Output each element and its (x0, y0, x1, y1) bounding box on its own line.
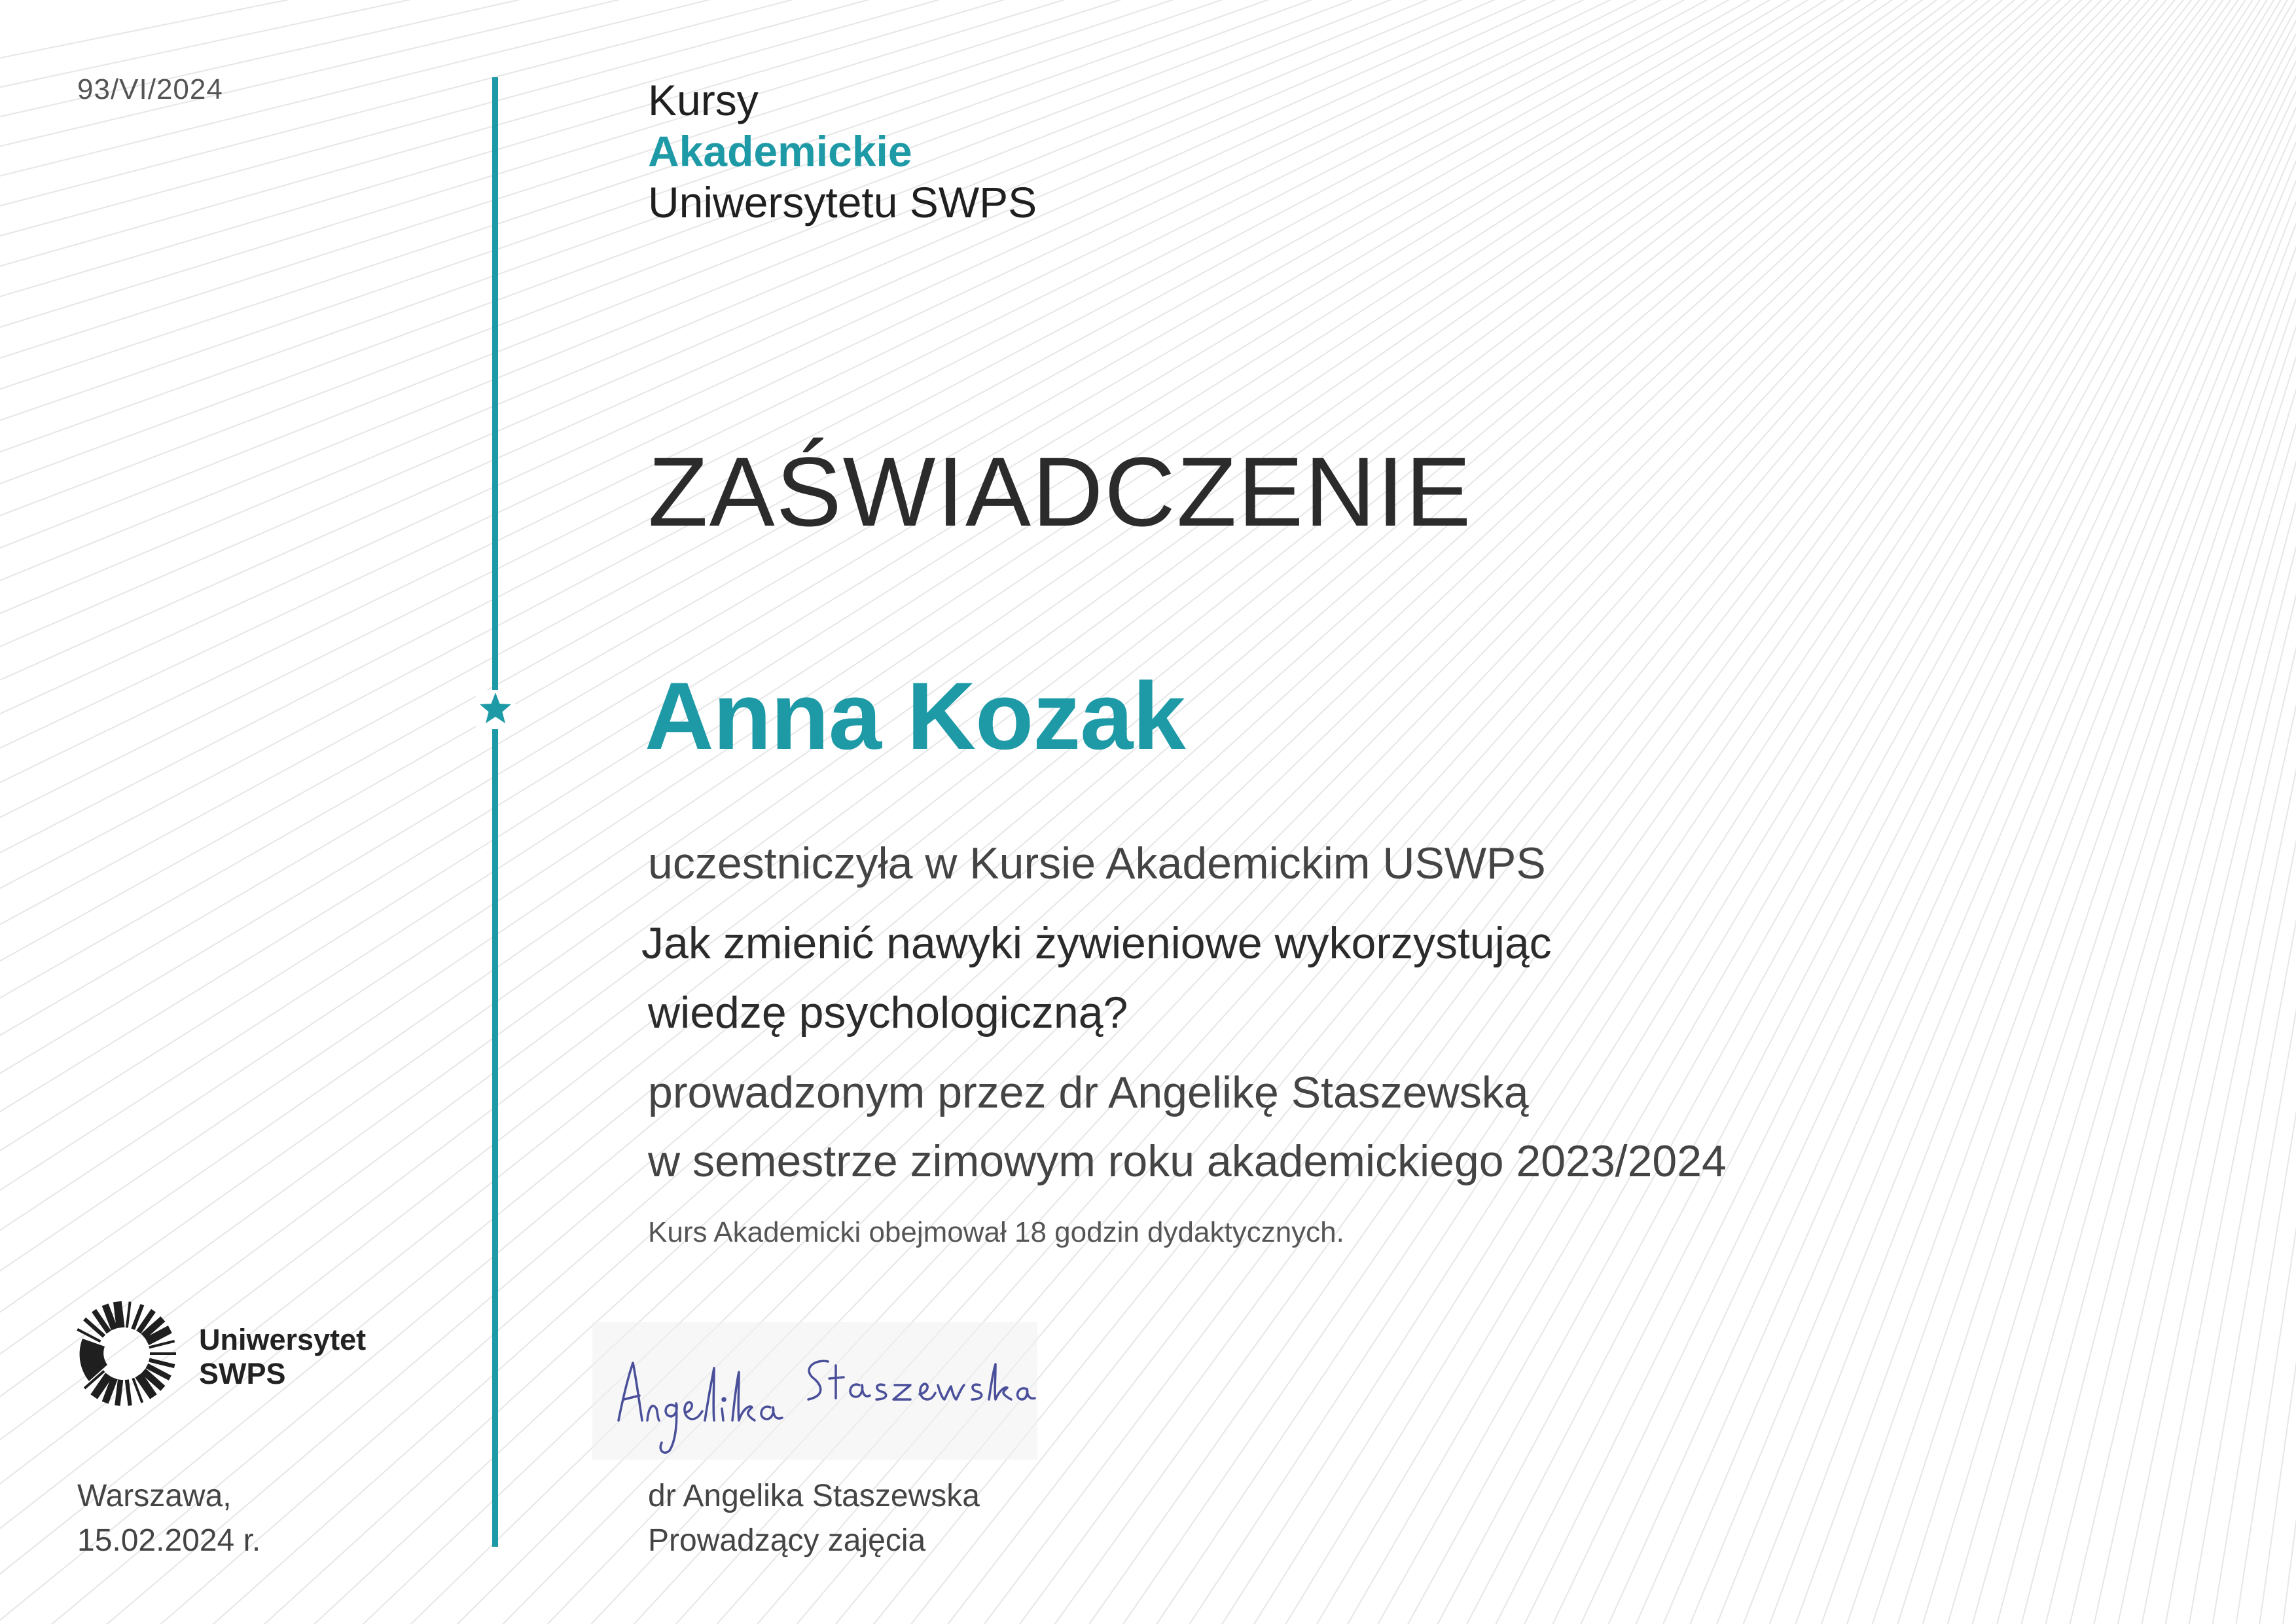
course-title-line-1: Jak zmienić nawyki żywieniowe wykorzystując (641, 918, 1552, 968)
background-ray (838, 0, 2296, 1624)
background-ray (1011, 0, 2296, 1624)
background-ray (0, 0, 2296, 703)
background-ray (2099, 0, 2296, 1624)
document-number: 93/VI/2024 (77, 73, 223, 105)
vertical-accent-line (492, 77, 498, 1547)
background-ray (2053, 0, 2296, 1624)
signer-name: dr Angelika Staszewska (648, 1479, 980, 1513)
semester-line: w semestrze zimowym roku akademickiego 2023/2024 (648, 1136, 1727, 1186)
background-ray (1321, 0, 2296, 1624)
background-ray (223, 0, 2296, 1624)
logo-line-uniwersytet: Uniwersytet (199, 1323, 367, 1356)
background-ray (1410, 0, 2296, 1624)
hours-line: Kurs Akademicki obejmował 18 godzin dydaktycznych. (648, 1216, 1344, 1248)
background-ray (1099, 0, 2296, 1624)
brand-line-uniwersytetu: Uniwersytetu SWPS (648, 178, 1037, 226)
swps-logo-icon (69, 1299, 178, 1408)
logo-ray (150, 1352, 176, 1355)
signature-image (592, 1322, 1037, 1460)
signer-role: Prowadzący zajęcia (648, 1523, 926, 1558)
logo-text (199, 1323, 366, 1391)
logo-line-swps: SWPS (199, 1357, 286, 1390)
logo-wedge (80, 1339, 107, 1381)
brand-block (648, 75, 1037, 228)
background-ray (0, 0, 2296, 385)
brand-line-kursy: Kursy (648, 76, 759, 124)
place: Warszawa, (77, 1479, 232, 1513)
background-ray (1055, 0, 2296, 1624)
participant-name: Anna Kozak (645, 662, 1185, 769)
background-ray (183, 0, 2296, 1624)
instructor-line: prowadzonym przez dr Angelikę Staszewską (648, 1068, 1529, 1117)
background-ray (1456, 0, 2296, 1624)
issue-date: 15.02.2024 r. (77, 1523, 261, 1558)
logo-ray (126, 1301, 132, 1327)
certificate-title: ZAŚWIADCZENIE (648, 437, 1473, 547)
signer-block (648, 1474, 980, 1563)
place-date (77, 1474, 260, 1563)
background-ray (1638, 0, 2296, 1624)
background-ray (1683, 0, 2296, 1624)
background-ray (68, 0, 2296, 1624)
course-intro: uczestniczyła w Kursie Akademickim USWPS (648, 839, 1546, 888)
logo-ray (125, 1379, 132, 1405)
background-ray (1276, 0, 2296, 1624)
brand-line-akademickie: Akademickie (648, 127, 912, 175)
background-ray (262, 0, 2296, 1624)
university-logo (69, 1299, 384, 1411)
course-title-line-2: wiedzę psychologiczną? (648, 988, 1128, 1038)
star-icon (476, 690, 515, 729)
